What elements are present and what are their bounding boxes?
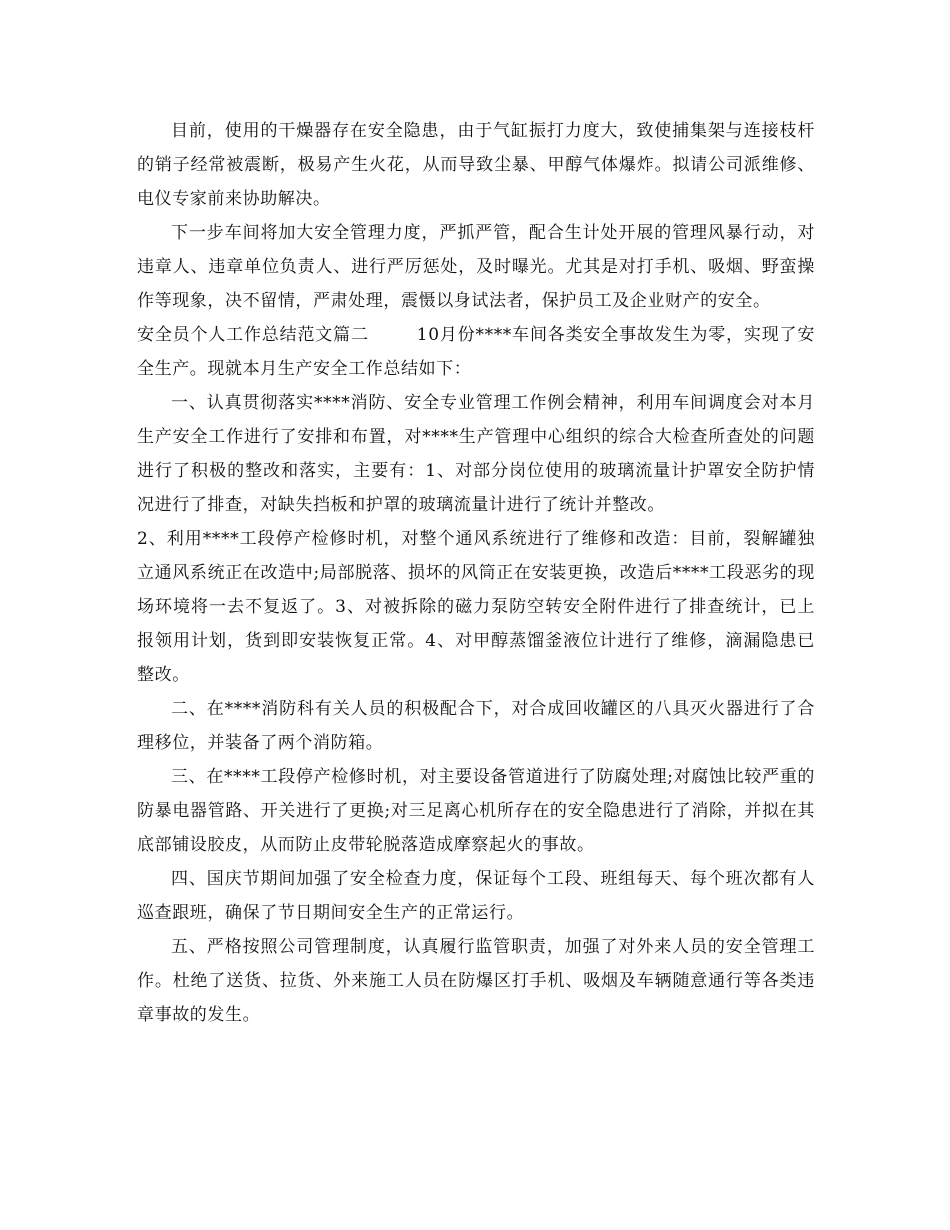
paragraph-item-one-continued: 2、利用****工段停产检修时机，对整个通风系统进行了维修和改造：目前，裂解罐独立通风系统正在改造中;局部脱落、损坏的风筒正在安装更换，改造后****工段恶劣的现场环境将一去不复返了。3、对被拆除的磁力泵防空转安全附件进行了排查统计，已上报领用计划，货到即安装恢复正常。4、对甲醇蒸馏釜液位计进行了维修，滴漏隐患已整改。 (137, 529, 815, 685)
document-body (137, 114, 815, 1032)
paragraph-dryer-hazard: 目前，使用的干燥器存在安全隐患，由于气缸振打力度大，致使捕集架与连接枝杆的销子经常被震断，极易产生火花，从而导致尘暴、甲醇气体爆炸。拟请公司派维修、电仪专家前来协助解决。 (137, 121, 815, 209)
paragraph-section-two-intro (137, 318, 815, 386)
paragraph-item-four: 四、国庆节期间加强了安全检查力度，保证每个工段、班组每天、每个班次都有人巡查跟班，确保了节日期间安全生产的正常运行。 (137, 869, 815, 923)
section-intro-text: 10月份****车间各类安全事故发生为零，实现了安全生产。现就本月生产安全工作总结如下： (137, 325, 815, 379)
section-heading: 安全员个人工作总结范文篇二 (137, 325, 369, 345)
paragraph-item-three: 三、在****工段停产检修时机，对主要设备管道进行了防腐处理;对腐蚀比较严重的防暴电器管路、开关进行了更换;对三足离心机所存在的安全隐患进行了消除，并拟在其底部铺设胶皮，从而防止皮带轮脱落造成摩察起火的事故。 (137, 767, 815, 855)
paragraph-next-steps: 下一步车间将加大安全管理力度，严抓严管，配合生计处开展的管理风暴行动，对违章人、违章单位负责人、进行严厉惩处，及时曝光。尤其是对打手机、吸烟、野蛮操作等现象，决不留情，严肃处理，震慑以身试法者，保护员工及企业财产的安全。 (137, 223, 815, 311)
paragraph-item-two: 二、在****消防科有关人员的积极配合下，对合成回收罐区的八具灭火器进行了合理移位，并装备了两个消防箱。 (137, 699, 815, 753)
paragraph-item-one: 一、认真贯彻落实****消防、安全专业管理工作例会精神，利用车间调度会对本月生产安全工作进行了安排和布置，对****生产管理中心组织的综合大检查所查处的问题进行了积极的整改和落实，主要有：1、对部分岗位使用的玻璃流量计护罩安全防护情况进行了排查，对缺失挡板和护罩的玻璃流量计进行了统计并整改。 (137, 393, 815, 515)
paragraph-item-five: 五、严格按照公司管理制度，认真履行监管职责，加强了对外来人员的安全管理工作。杜绝了送货、拉货、外来施工人员在防爆区打手机、吸烟及车辆随意通行等各类违章事故的发生。 (137, 937, 815, 1025)
